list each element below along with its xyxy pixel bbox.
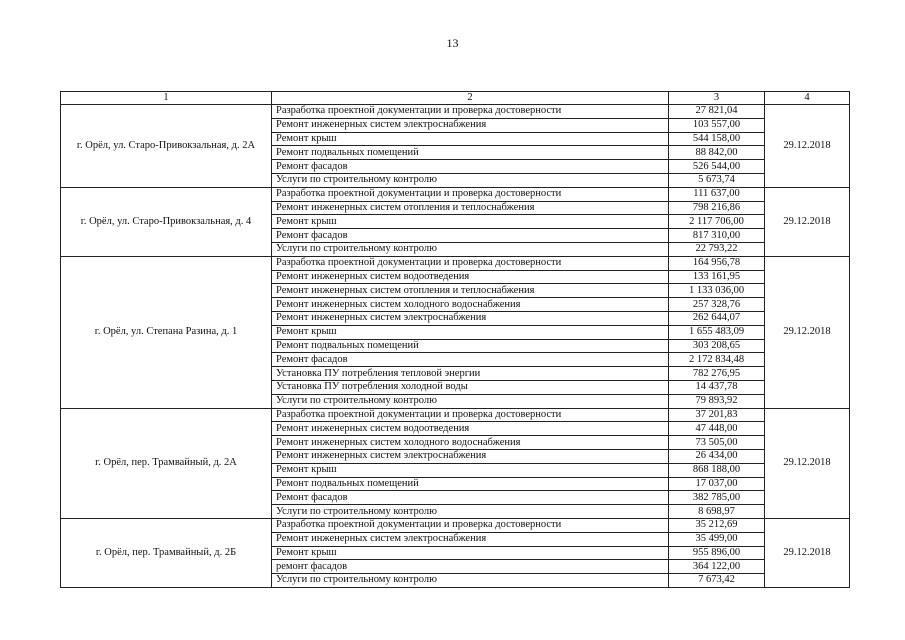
work-type-cell: Ремонт инженерных систем электроснабжения [272, 118, 669, 132]
cost-cell: 1 133 036,00 [669, 284, 765, 298]
cost-cell: 526 544,00 [669, 160, 765, 174]
table-row [61, 518, 850, 532]
repair-schedule-table [60, 91, 850, 588]
work-type-cell: Услуги по строительному контролю [272, 394, 669, 408]
address-cell: г. Орёл, пер. Трамвайный, д. 2А [61, 408, 272, 518]
cost-cell: 782 276,95 [669, 367, 765, 381]
work-type-cell: Ремонт фасадов [272, 491, 669, 505]
work-type-cell: Ремонт фасадов [272, 160, 669, 174]
cost-cell: 262 644,07 [669, 311, 765, 325]
cost-cell: 7 673,42 [669, 574, 765, 588]
cost-cell: 257 328,76 [669, 298, 765, 312]
cost-cell: 8 698,97 [669, 505, 765, 519]
work-type-cell: Ремонт крыш [272, 215, 669, 229]
work-type-cell: Ремонт инженерных систем холодного водоснабжения [272, 436, 669, 450]
address-cell: г. Орёл, пер. Трамвайный, д. 2Б [61, 518, 272, 587]
column-number-row [61, 92, 850, 105]
work-type-cell: Ремонт инженерных систем электроснабжения [272, 311, 669, 325]
cost-cell: 382 785,00 [669, 491, 765, 505]
work-type-cell: Ремонт подвальных помещений [272, 339, 669, 353]
table-row [61, 105, 850, 119]
deadline-cell: 29.12.2018 [765, 408, 850, 518]
work-type-cell: Ремонт инженерных систем отопления и теплоснабжения [272, 284, 669, 298]
work-type-cell: Ремонт фасадов [272, 229, 669, 243]
cost-cell: 868 188,00 [669, 463, 765, 477]
cost-cell: 88 842,00 [669, 146, 765, 160]
work-type-cell: Ремонт инженерных систем холодного водоснабжения [272, 298, 669, 312]
cost-cell: 817 310,00 [669, 229, 765, 243]
address-cell: г. Орёл, ул. Степана Разина, д. 1 [61, 256, 272, 408]
work-type-cell: Ремонт крыш [272, 325, 669, 339]
page-number: 13 [446, 36, 459, 50]
work-type-cell: Разработка проектной документации и проверка достоверности [272, 187, 669, 201]
cost-cell: 14 437,78 [669, 380, 765, 394]
work-type-cell: Ремонт инженерных систем электроснабжения [272, 449, 669, 463]
work-type-cell: Услуги по строительному контролю [272, 574, 669, 588]
cost-cell: 35 499,00 [669, 532, 765, 546]
address-cell: г. Орёл, ул. Старо-Привокзальная, д. 2А [61, 105, 272, 188]
cost-cell: 133 161,95 [669, 270, 765, 284]
address-cell: г. Орёл, ул. Старо-Привокзальная, д. 4 [61, 187, 272, 256]
table-row [61, 408, 850, 422]
cost-cell: 303 208,65 [669, 339, 765, 353]
work-type-cell: ремонт фасадов [272, 560, 669, 574]
cost-cell: 79 893,92 [669, 394, 765, 408]
cost-cell: 27 821,04 [669, 105, 765, 119]
work-type-cell: Ремонт крыш [272, 132, 669, 146]
cost-cell: 73 505,00 [669, 436, 765, 450]
cost-cell: 164 956,78 [669, 256, 765, 270]
cost-cell: 22 793,22 [669, 242, 765, 256]
cost-cell: 111 637,00 [669, 187, 765, 201]
work-type-cell: Ремонт крыш [272, 546, 669, 560]
work-type-cell: Услуги по строительному контролю [272, 505, 669, 519]
work-type-cell: Установка ПУ потребления тепловой энергии [272, 367, 669, 381]
cost-cell: 955 896,00 [669, 546, 765, 560]
cost-cell: 35 212,69 [669, 518, 765, 532]
cost-cell: 17 037,00 [669, 477, 765, 491]
deadline-cell: 29.12.2018 [765, 518, 850, 587]
deadline-cell: 29.12.2018 [765, 256, 850, 408]
table-row [61, 256, 850, 270]
work-type-cell: Услуги по строительному контролю [272, 242, 669, 256]
work-type-cell: Ремонт подвальных помещений [272, 146, 669, 160]
column-header: 3 [669, 92, 765, 105]
deadline-cell: 29.12.2018 [765, 187, 850, 256]
work-type-cell: Ремонт инженерных систем электроснабжения [272, 532, 669, 546]
column-header: 2 [272, 92, 669, 105]
work-type-cell: Ремонт фасадов [272, 353, 669, 367]
work-type-cell: Разработка проектной документации и проверка достоверности [272, 408, 669, 422]
column-header: 4 [765, 92, 850, 105]
work-type-cell: Ремонт крыш [272, 463, 669, 477]
table-body [61, 105, 850, 588]
cost-cell: 37 201,83 [669, 408, 765, 422]
deadline-cell: 29.12.2018 [765, 105, 850, 188]
cost-cell: 544 158,00 [669, 132, 765, 146]
work-type-cell: Услуги по строительному контролю [272, 173, 669, 187]
cost-cell: 2 172 834,48 [669, 353, 765, 367]
work-type-cell: Ремонт инженерных систем водоотведения [272, 270, 669, 284]
work-type-cell: Ремонт подвальных помещений [272, 477, 669, 491]
cost-cell: 103 557,00 [669, 118, 765, 132]
cost-cell: 26 434,00 [669, 449, 765, 463]
work-type-cell: Установка ПУ потребления холодной воды [272, 380, 669, 394]
column-header: 1 [61, 92, 272, 105]
work-type-cell: Ремонт инженерных систем отопления и теплоснабжения [272, 201, 669, 215]
cost-cell: 798 216,86 [669, 201, 765, 215]
cost-cell: 1 655 483,09 [669, 325, 765, 339]
work-type-cell: Разработка проектной документации и проверка достоверности [272, 518, 669, 532]
work-type-cell: Ремонт инженерных систем водоотведения [272, 422, 669, 436]
work-type-cell: Разработка проектной документации и проверка достоверности [272, 256, 669, 270]
table-row [61, 187, 850, 201]
cost-cell: 2 117 706,00 [669, 215, 765, 229]
cost-cell: 5 673,74 [669, 173, 765, 187]
work-type-cell: Разработка проектной документации и проверка достоверности [272, 105, 669, 119]
cost-cell: 364 122,00 [669, 560, 765, 574]
cost-cell: 47 448,00 [669, 422, 765, 436]
